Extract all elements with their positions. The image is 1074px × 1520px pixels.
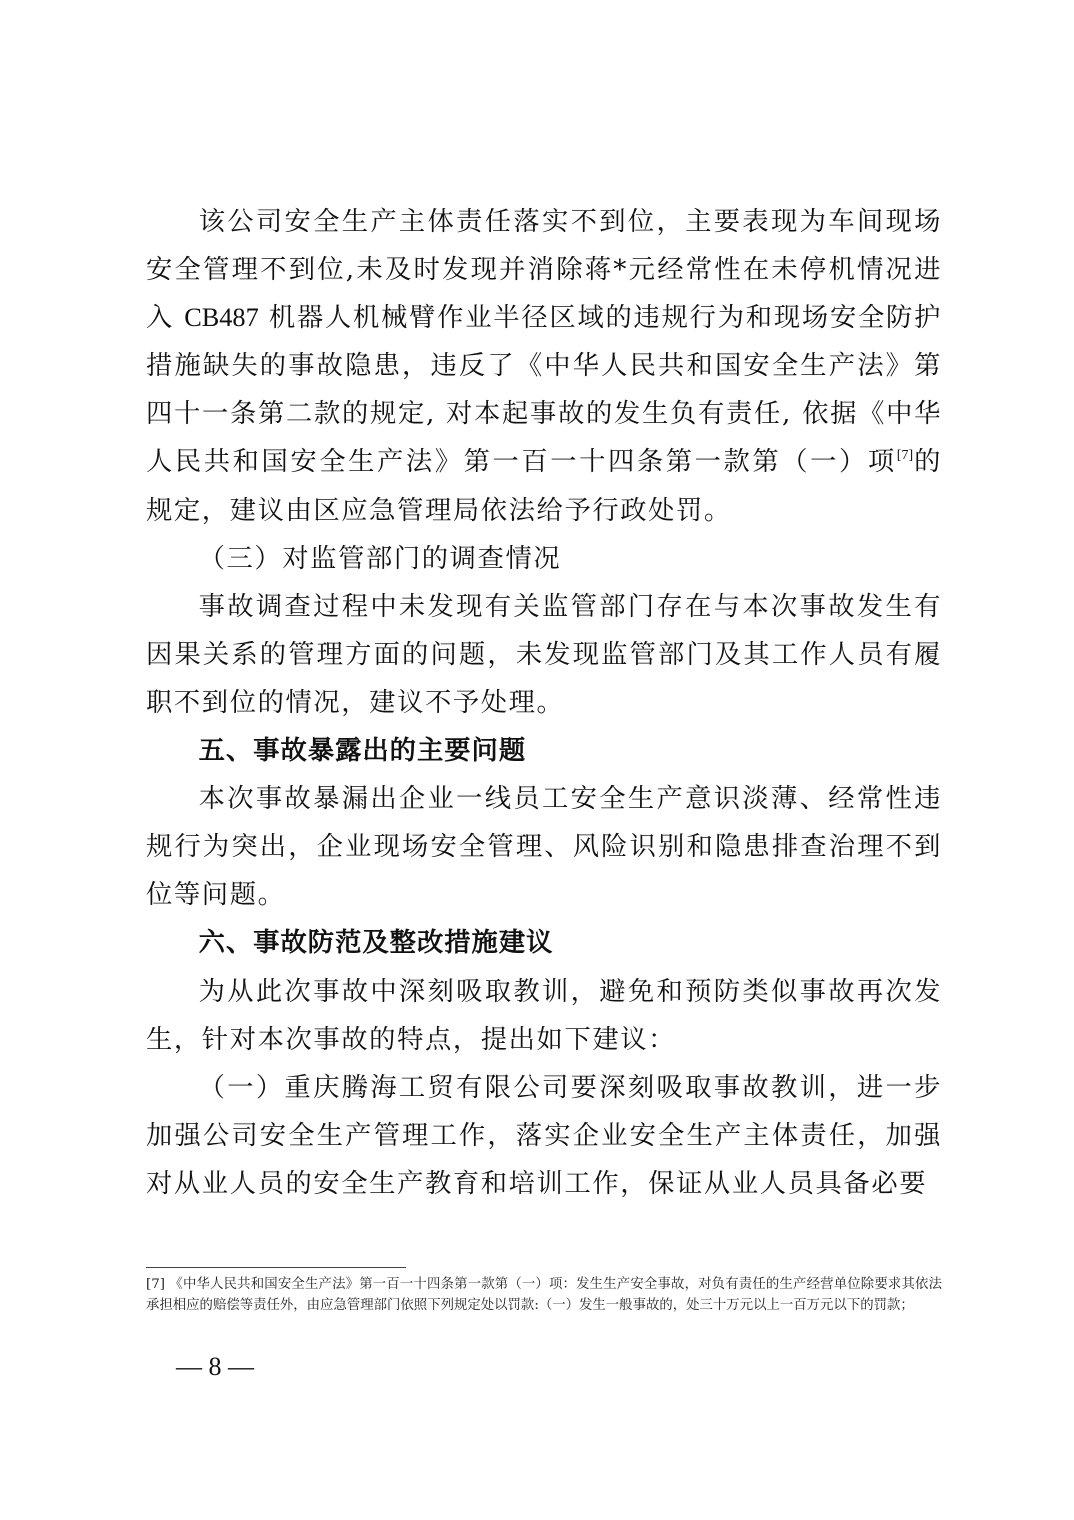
paragraph-recommendation-1: （一）重庆腾海工贸有限公司要深刻吸取事故教训，进一步加强公司安全生产管理工作，落实企业安全生产主体责任，加强对从业人员的安全生产教育和培训工作，保证从业人员具备必要	[146, 1072, 942, 1199]
page-number: — 8 —	[176, 1352, 254, 1381]
section-heading-prevention: 六、事故防范及整改措施建议	[198, 928, 554, 959]
robot-model-text: CB487	[184, 303, 259, 333]
footnote-divider	[146, 1267, 406, 1268]
section-heading-regulators: （三）对监管部门的调查情况	[198, 543, 562, 574]
paragraph-main-problems: 本次事故暴漏出企业一线员工安全生产意识淡薄、经常性违规行为突出，企业现场安全管理、风险识别和隐患排查治理不到位等问题。	[146, 784, 942, 911]
footnote-reference[interactable]: [7]	[896, 448, 914, 464]
paragraph-company-responsibility	[146, 198, 942, 535]
paragraph-text-part-2: 机器人机械臂作业半径区域的违规行为和现场安全防护措施缺失的事故隐患，违反了《中华人民共和国安全生产法》第四十一条第二款的规定, 对本起事故的发生负有责任, 依据《中华人民共和国安全生产法》第一百一十四条第一款第（一）项	[146, 303, 943, 478]
paragraph-text-part-3: 的规定，建议由区应急管理局依法给予行政处罚。	[146, 447, 942, 526]
section-heading-main-problems: 五、事故暴露出的主要问题	[198, 736, 527, 767]
paragraph-text-part-1: 该公司安全生产主体责任落实不到位，主要表现为车间现场安全管理不到位,未及时发现并消除蒋*元经常性在未停机情况进入	[146, 207, 942, 334]
document-body	[146, 198, 942, 1208]
footnote-7: [7] 《中华人民共和国安全生产法》第一百一十四条第一款第（一）项：发生生产安全事故，对负有责任的生产经营单位除要求其依法承担相应的赔偿等责任外，由应急管理部门依照下列规定处以罚款:（一）发生一般事故的，处三十万元以上一百万元以下的罚款；	[146, 1277, 942, 1313]
paragraph-prevention-intro: 为从此次事故中深刻吸取教训，避免和预防类似事故再次发生，针对本次事故的特点，提出如下建议：	[146, 976, 942, 1055]
paragraph-regulators: 事故调查过程中未发现有关监管部门存在与本次事故发生有因果关系的管理方面的问题，未发现监管部门及其工作人员有履职不到位的情况，建议不予处理。	[146, 591, 942, 718]
